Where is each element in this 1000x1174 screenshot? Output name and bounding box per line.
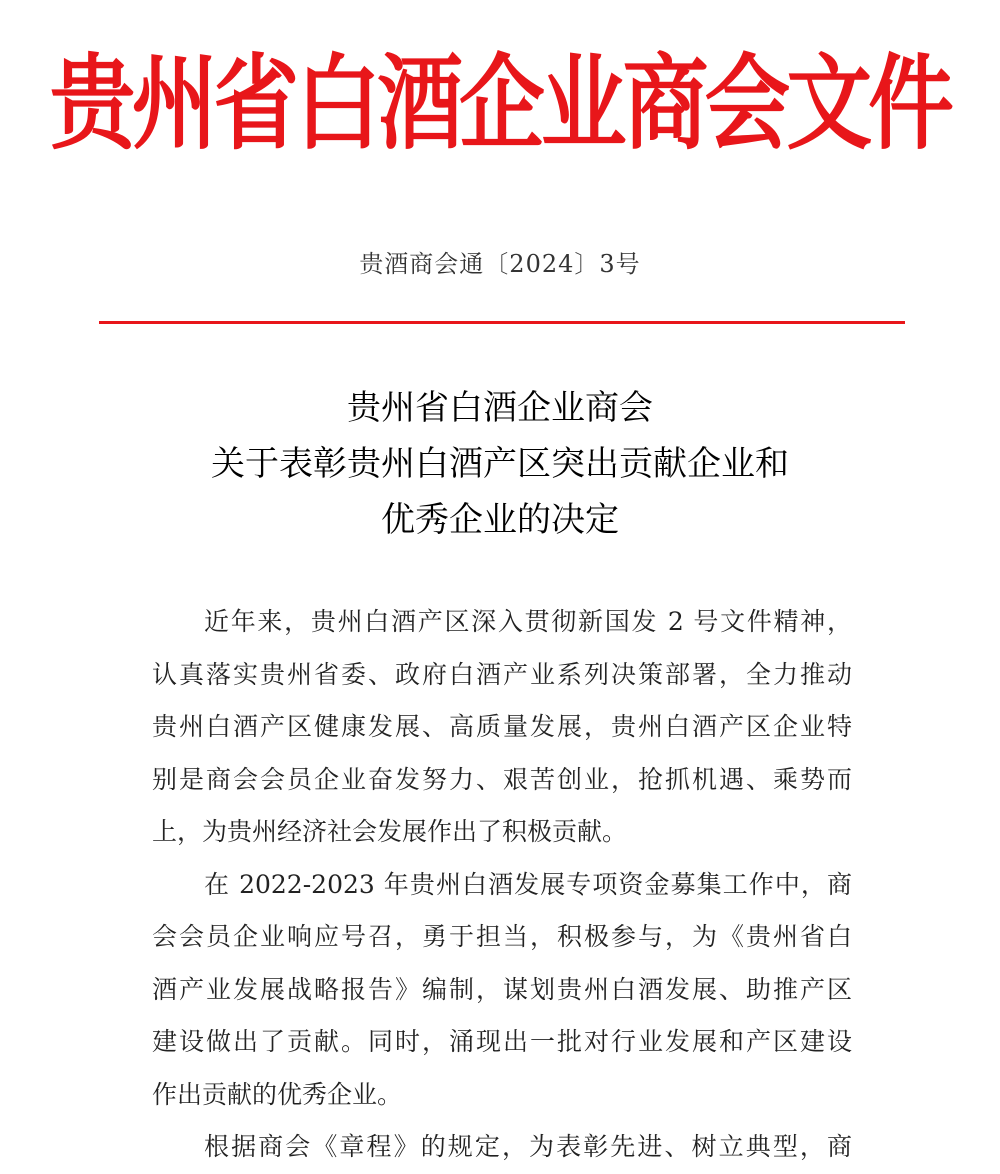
paragraph-2-line-5: 作出贡献的优秀企业。 (152, 1079, 403, 1109)
title-line-3: 优秀企业的决定 (381, 500, 619, 540)
paragraph-2-line-3: 酒产业发展战略报告》编制，谋划贵州白酒发展、助推产区 (152, 974, 852, 1004)
document-number: 贵酒商会通〔2024〕3号 (359, 250, 641, 278)
paragraph-1-line-1: 近年来，贵州白酒产区深入贯彻新国发 2 号文件精神， (204, 607, 852, 636)
document-title (0, 380, 1000, 548)
red-divider (99, 321, 905, 324)
document-header (0, 28, 1000, 178)
paragraph-1-line-5: 上，为贵州经济社会发展作出了积极贡献。 (152, 817, 628, 846)
paragraph-1-line-4: 别是商会会员企业奋发努力、艰苦创业，抢抓机遇、乘势而 (152, 764, 852, 794)
document-body (152, 596, 852, 1174)
paragraph-2-line-1: 在 2022-2023 年贵州白酒发展专项资金募集工作中，商 (204, 869, 852, 899)
title-line-2: 关于表彰贵州白酒产区突出贡献企业和 (211, 444, 789, 484)
paragraph-2-line-2: 会会员企业响应号召，勇于担当，积极参与，为《贵州省白 (152, 922, 852, 951)
paragraph-2-line-4: 建设做出了贡献。同时，涌现出一批对行业发展和产区建设 (152, 1027, 852, 1056)
title-line-1: 贵州省白酒企业商会 (347, 388, 653, 428)
document-header-title: 贵州省白酒企业商会文件 (49, 42, 951, 164)
paragraph-1-line-2: 认真落实贵州省委、政府白酒产业系列决策部署，全力推动 (152, 659, 852, 689)
paragraph-1-line-3: 贵州白酒产区健康发展、高质量发展，贵州白酒产区企业特 (152, 712, 852, 741)
paragraph-3-line-1: 根据商会《章程》的规定，为表彰先进、树立典型，商 (204, 1132, 852, 1161)
